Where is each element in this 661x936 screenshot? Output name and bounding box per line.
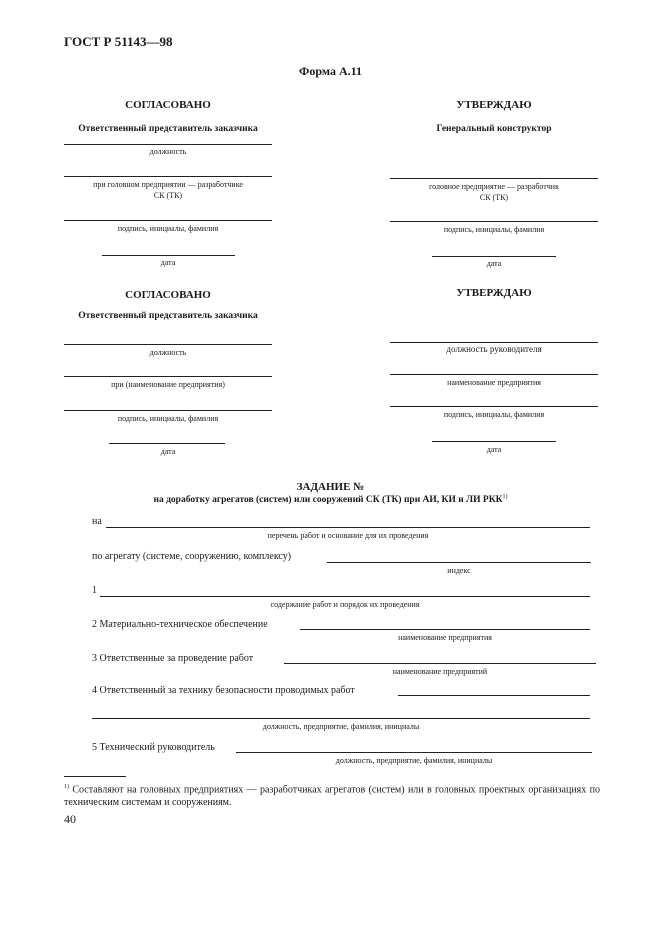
item-5-line (236, 752, 592, 753)
enterprise-line-2 (64, 376, 272, 377)
page-number: 40 (64, 812, 76, 826)
item-5-caption: должность, предприятие, фамилия, инициалы (335, 756, 493, 765)
date-caption-1: дата (160, 258, 176, 267)
manager-position-line (390, 342, 598, 343)
enterprise-caption-r1b: СК (ТК) (479, 193, 509, 202)
chief-designer-heading: Генеральный конструктор (436, 124, 552, 134)
customer-rep-heading-1: Ответственный представитель заказчика (78, 124, 258, 134)
date-caption-r2: дата (486, 445, 502, 454)
signature-line-1 (64, 220, 272, 221)
signature-caption-1: подпись, инициалы, фамилия (117, 224, 219, 233)
date-caption-r1: дата (486, 259, 502, 268)
aggregate-label: по агрегату (системе, сооружению, комплексу) (92, 551, 292, 562)
signature-line-2 (64, 410, 272, 411)
position-line-2 (64, 344, 272, 345)
footnote-mark: 1) (64, 784, 69, 790)
task-subtitle-note: 1) (502, 494, 508, 500)
enterprise-caption-r2: наименование предприятия (447, 378, 541, 387)
item-5-label: 5 Технический руководитель (92, 742, 215, 753)
na-caption: перечень работ и основание для их проведения (267, 531, 429, 540)
footnote-text: Составляют на головных предприятиях — разработчиках агрегатов (систем) или в головных проектных организациях по техническим системам и сооружениям. (64, 784, 600, 809)
item-1-label: 1 (92, 585, 97, 596)
enterprise-line-r1 (390, 178, 598, 179)
item-3-line (284, 663, 596, 664)
item-2-line (300, 629, 590, 630)
enterprise-caption-1a: при головном предприятии — разработчике (93, 180, 243, 189)
date-caption-2: дата (160, 447, 176, 456)
item-4-label: 4 Ответственный за технику безопасности проводимых работ (92, 685, 355, 696)
item-1-line (100, 596, 590, 597)
approve-heading-right-1: УТВЕРЖДАЮ (456, 99, 532, 111)
customer-rep-heading-2: Ответственный представитель заказчика (78, 311, 258, 321)
item-4-caption: должность, предприятие, фамилия, инициалы (262, 722, 420, 731)
enterprise-caption-r1a: головное предприятие — разработчик (429, 182, 559, 191)
na-label: на (92, 516, 102, 527)
date-line-2 (109, 443, 225, 444)
footnote-separator (64, 776, 126, 777)
enterprise-line-1 (64, 176, 272, 177)
item-2-label: 2 Материально-техническое обеспечение (92, 619, 268, 630)
task-subtitle (0, 494, 661, 505)
item-3-label: 3 Ответственные за проведение работ (92, 653, 254, 664)
date-line-r1 (432, 256, 556, 257)
position-line-1 (64, 144, 272, 145)
item-2-caption: наименование предприятия (398, 633, 492, 642)
na-line (106, 527, 590, 528)
signature-caption-r1: подпись, инициалы, фамилия (443, 225, 545, 234)
aggregate-caption: индекс (447, 566, 471, 575)
signature-caption-r2: подпись, инициалы, фамилия (443, 410, 545, 419)
task-title: ЗАДАНИЕ № (296, 481, 365, 493)
date-line-r2 (432, 441, 556, 442)
manager-position-caption: должность руководителя (446, 344, 542, 354)
item-4-line-a (398, 695, 590, 696)
document-code: ГОСТ Р 51143—98 (64, 34, 173, 49)
item-3-caption: наименование предприятий (392, 667, 488, 676)
approve-heading-right-2: УТВЕРЖДАЮ (456, 287, 532, 299)
position-caption-1: должность (149, 147, 187, 156)
enterprise-line-r2 (390, 374, 598, 375)
enterprise-caption-2: при (наименование предприятия) (111, 380, 225, 389)
form-title: Форма А.11 (299, 64, 362, 78)
aggregate-line (327, 562, 591, 563)
signature-line-r2 (390, 406, 598, 407)
position-caption-2: должность (149, 348, 187, 357)
enterprise-caption-1b: СК (ТК) (153, 191, 183, 200)
date-line-1 (102, 255, 235, 256)
item-4-line-b (92, 718, 590, 719)
signature-line-r1 (390, 221, 598, 222)
footnote (64, 781, 600, 809)
approved-heading-left-2: СОГЛАСОВАНО (125, 289, 211, 301)
item-1-caption: содержание работ и порядок их проведения (270, 600, 420, 609)
task-subtitle-text: на доработку агрегатов (систем) или сооружений СК (ТК) при АИ, КИ и ЛИ РКК (153, 495, 503, 506)
approved-heading-left-1: СОГЛАСОВАНО (125, 99, 211, 111)
signature-caption-2: подпись, инициалы, фамилия (117, 414, 219, 423)
